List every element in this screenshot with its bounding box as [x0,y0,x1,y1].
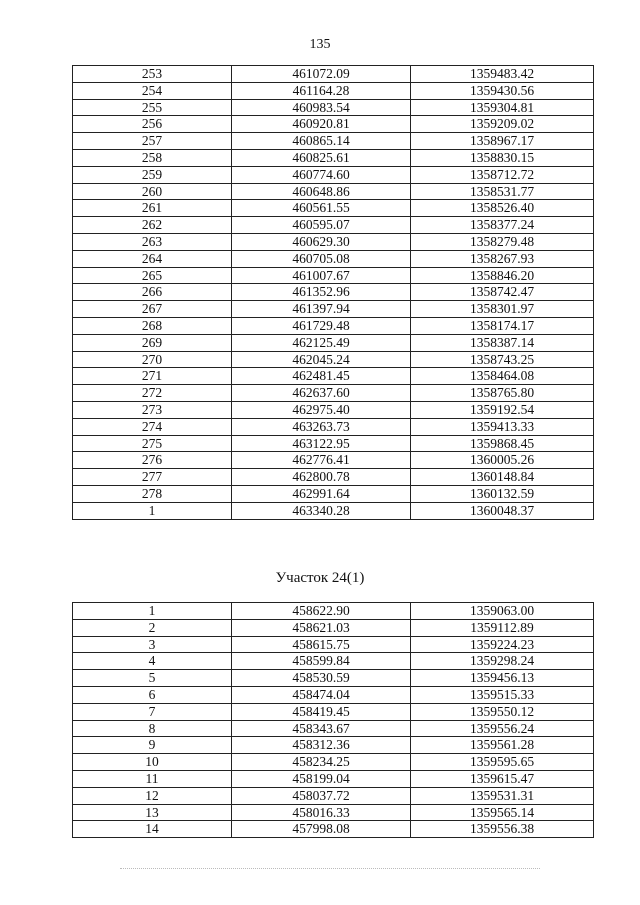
table-row [73,502,594,519]
point-number-cell: 273 [73,401,232,418]
x-coordinate-cell: 462800.78 [232,469,411,486]
y-coordinate-cell: 1359304.81 [411,99,594,116]
point-number-cell: 2 [73,619,232,636]
y-coordinate-cell: 1358967.17 [411,133,594,150]
table-row [73,217,594,234]
x-coordinate-cell: 458419.45 [232,703,411,720]
point-number-cell: 6 [73,686,232,703]
y-coordinate-cell: 1359413.33 [411,418,594,435]
y-coordinate-cell: 1359063.00 [411,603,594,620]
x-coordinate-cell: 461072.09 [232,66,411,83]
x-coordinate-cell: 460865.14 [232,133,411,150]
table-row [73,334,594,351]
table-row [73,183,594,200]
point-number-cell: 257 [73,133,232,150]
point-number-cell: 9 [73,737,232,754]
y-coordinate-cell: 1359531.31 [411,787,594,804]
x-coordinate-cell: 458599.84 [232,653,411,670]
point-number-cell: 260 [73,183,232,200]
x-coordinate-cell: 461729.48 [232,317,411,334]
point-number-cell: 5 [73,670,232,687]
point-number-cell: 14 [73,821,232,838]
y-coordinate-cell: 1358830.15 [411,149,594,166]
table-row [73,233,594,250]
table-row [73,301,594,318]
x-coordinate-cell: 458234.25 [232,754,411,771]
point-number-cell: 255 [73,99,232,116]
x-coordinate-cell: 461164.28 [232,82,411,99]
point-number-cell: 253 [73,66,232,83]
point-number-cell: 7 [73,703,232,720]
x-coordinate-cell: 460561.55 [232,200,411,217]
point-number-cell: 10 [73,754,232,771]
point-number-cell: 8 [73,720,232,737]
table-row [73,485,594,502]
y-coordinate-cell: 1358174.17 [411,317,594,334]
y-coordinate-cell: 1359456.13 [411,670,594,687]
y-coordinate-cell: 1359209.02 [411,116,594,133]
table-row [73,351,594,368]
y-coordinate-cell: 1359550.12 [411,703,594,720]
table-row [73,149,594,166]
x-coordinate-cell: 462991.64 [232,485,411,502]
table-row [73,452,594,469]
x-coordinate-cell: 463340.28 [232,502,411,519]
y-coordinate-cell: 1358267.93 [411,250,594,267]
y-coordinate-cell: 1358765.80 [411,385,594,402]
point-number-cell: 264 [73,250,232,267]
x-coordinate-cell: 458199.04 [232,770,411,787]
x-coordinate-cell: 460983.54 [232,99,411,116]
point-number-cell: 263 [73,233,232,250]
table-row [73,116,594,133]
table-row [73,720,594,737]
point-number-cell: 278 [73,485,232,502]
x-coordinate-cell: 462975.40 [232,401,411,418]
table-row [73,284,594,301]
x-coordinate-cell: 458312.36 [232,737,411,754]
x-coordinate-cell: 460774.60 [232,166,411,183]
point-number-cell: 274 [73,418,232,435]
x-coordinate-cell: 460920.81 [232,116,411,133]
section-title: Участок 24(1) [275,570,365,586]
point-number-cell: 1 [73,502,232,519]
y-coordinate-cell: 1360005.26 [411,452,594,469]
x-coordinate-cell: 461397.94 [232,301,411,318]
table-row [73,821,594,838]
table-row [73,133,594,150]
x-coordinate-cell: 458037.72 [232,787,411,804]
point-number-cell: 259 [73,166,232,183]
point-number-cell: 256 [73,116,232,133]
x-coordinate-cell: 462776.41 [232,452,411,469]
table-row [73,66,594,83]
x-coordinate-cell: 463263.73 [232,418,411,435]
x-coordinate-cell: 458615.75 [232,636,411,653]
table-row [73,418,594,435]
y-coordinate-cell: 1359112.89 [411,619,594,636]
point-number-cell: 276 [73,452,232,469]
x-coordinate-cell: 458343.67 [232,720,411,737]
point-number-cell: 1 [73,603,232,620]
table-row [73,653,594,670]
point-number-cell: 266 [73,284,232,301]
point-number-cell: 265 [73,267,232,284]
table-row [73,99,594,116]
y-coordinate-cell: 1358531.77 [411,183,594,200]
point-number-cell: 267 [73,301,232,318]
y-coordinate-cell: 1360132.59 [411,485,594,502]
x-coordinate-cell: 461007.67 [232,267,411,284]
table-row [73,770,594,787]
bottom-divider [120,868,540,869]
point-number-cell: 269 [73,334,232,351]
table-row [73,703,594,720]
table-row [73,200,594,217]
y-coordinate-cell: 1359192.54 [411,401,594,418]
table-row [73,804,594,821]
x-coordinate-cell: 458621.03 [232,619,411,636]
y-coordinate-cell: 1359615.47 [411,770,594,787]
x-coordinate-cell: 458016.33 [232,804,411,821]
point-number-cell: 4 [73,653,232,670]
table-row [73,166,594,183]
x-coordinate-cell: 458530.59 [232,670,411,687]
point-number-cell: 11 [73,770,232,787]
x-coordinate-cell: 463122.95 [232,435,411,452]
y-coordinate-cell: 1359556.38 [411,821,594,838]
table-row [73,469,594,486]
y-coordinate-cell: 1360148.84 [411,469,594,486]
y-coordinate-cell: 1360048.37 [411,502,594,519]
point-number-cell: 268 [73,317,232,334]
point-number-cell: 258 [73,149,232,166]
y-coordinate-cell: 1358526.40 [411,200,594,217]
table-row [73,368,594,385]
y-coordinate-cell: 1359430.56 [411,82,594,99]
y-coordinate-cell: 1358743.25 [411,351,594,368]
x-coordinate-cell: 457998.08 [232,821,411,838]
y-coordinate-cell: 1359565.14 [411,804,594,821]
y-coordinate-cell: 1358712.72 [411,166,594,183]
x-coordinate-cell: 462481.45 [232,368,411,385]
point-number-cell: 272 [73,385,232,402]
table-row [73,250,594,267]
table-row [73,787,594,804]
y-coordinate-cell: 1359561.28 [411,737,594,754]
x-coordinate-cell: 458622.90 [232,603,411,620]
table-row [73,686,594,703]
point-number-cell: 261 [73,200,232,217]
table-row [73,603,594,620]
point-number-cell: 262 [73,217,232,234]
y-coordinate-cell: 1358279.48 [411,233,594,250]
table-row [73,619,594,636]
point-number-cell: 271 [73,368,232,385]
y-coordinate-cell: 1358742.47 [411,284,594,301]
coordinates-table-1 [72,65,594,520]
y-coordinate-cell: 1359298.24 [411,653,594,670]
y-coordinate-cell: 1358301.97 [411,301,594,318]
table-row [73,670,594,687]
x-coordinate-cell: 460629.30 [232,233,411,250]
table-row [73,435,594,452]
x-coordinate-cell: 462045.24 [232,351,411,368]
y-coordinate-cell: 1359556.24 [411,720,594,737]
coordinates-table-2 [72,602,594,838]
x-coordinate-cell: 460595.07 [232,217,411,234]
table-row [73,737,594,754]
point-number-cell: 13 [73,804,232,821]
x-coordinate-cell: 460648.86 [232,183,411,200]
y-coordinate-cell: 1358846.20 [411,267,594,284]
table-row [73,82,594,99]
y-coordinate-cell: 1358387.14 [411,334,594,351]
point-number-cell: 270 [73,351,232,368]
x-coordinate-cell: 458474.04 [232,686,411,703]
table-row [73,401,594,418]
point-number-cell: 275 [73,435,232,452]
x-coordinate-cell: 462637.60 [232,385,411,402]
point-number-cell: 3 [73,636,232,653]
x-coordinate-cell: 461352.96 [232,284,411,301]
y-coordinate-cell: 1359483.42 [411,66,594,83]
y-coordinate-cell: 1359515.33 [411,686,594,703]
x-coordinate-cell: 460705.08 [232,250,411,267]
y-coordinate-cell: 1359224.23 [411,636,594,653]
y-coordinate-cell: 1358464.08 [411,368,594,385]
point-number-cell: 277 [73,469,232,486]
table-row [73,754,594,771]
table-row [73,385,594,402]
y-coordinate-cell: 1359868.45 [411,435,594,452]
y-coordinate-cell: 1359595.65 [411,754,594,771]
x-coordinate-cell: 462125.49 [232,334,411,351]
page-number: 135 [309,37,331,52]
y-coordinate-cell: 1358377.24 [411,217,594,234]
x-coordinate-cell: 460825.61 [232,149,411,166]
point-number-cell: 254 [73,82,232,99]
table-row [73,267,594,284]
table-row [73,636,594,653]
point-number-cell: 12 [73,787,232,804]
table-row [73,317,594,334]
